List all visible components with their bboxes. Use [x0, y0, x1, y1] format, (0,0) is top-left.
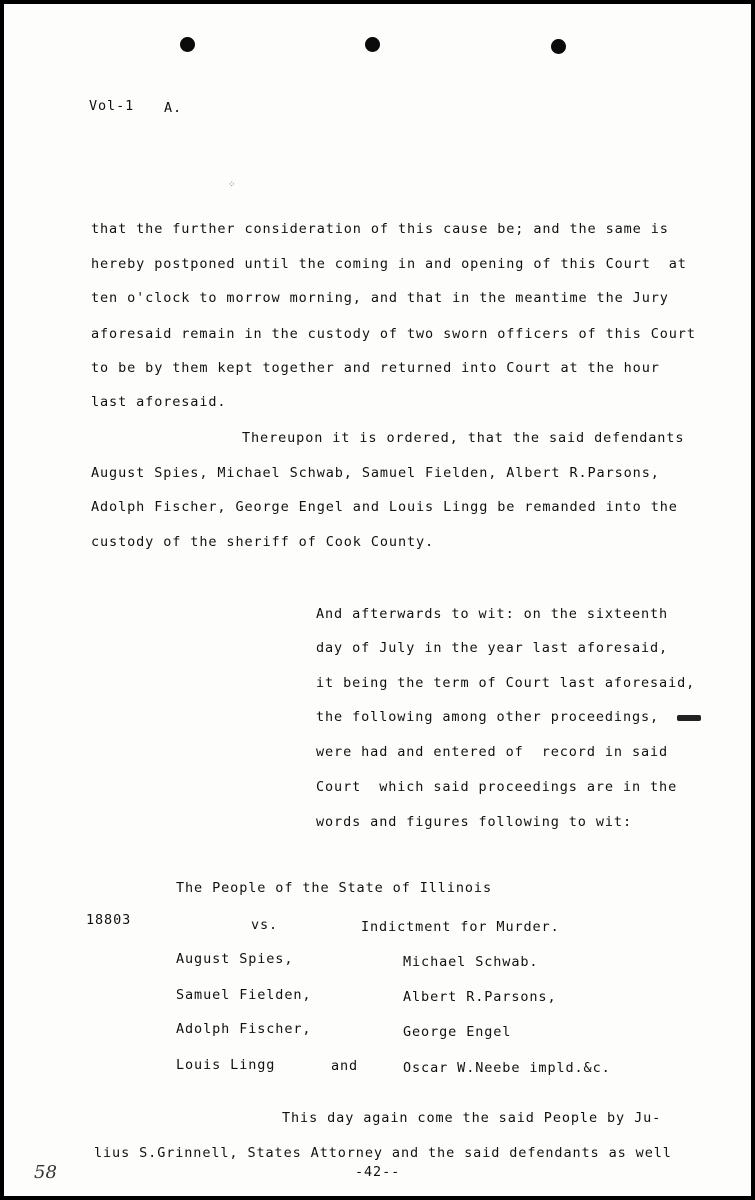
closing-line: lius S.Grinnell, States Attorney and the said defendants as well [94, 1145, 672, 1161]
handwritten-margin-note: 58 [34, 1162, 57, 1183]
indented-line: the following among other proceedings, [316, 709, 660, 725]
body-line: ten o'clock to morrow morning, and that in the meantime the Jury [91, 290, 669, 306]
caption-vs: vs. [251, 917, 279, 933]
caption-title: The People of the State of Illinois [176, 880, 492, 896]
closing-line: This day again come the said People by Ju- [282, 1110, 662, 1126]
punch-hole-left [180, 37, 195, 52]
case-number: 18803 [86, 912, 132, 928]
body-line: Adolph Fischer, George Engel and Louis Lingg be remanded into the [91, 499, 678, 515]
defendant-left: Adolph Fischer, [176, 1021, 312, 1037]
defendant-right: George Engel [403, 1024, 512, 1040]
punch-hole-center [365, 37, 380, 52]
volume-label: Vol-1 [89, 98, 135, 114]
indented-line: it being the term of Court last aforesaid, [316, 675, 696, 691]
body-line: hereby postponed until the coming in and opening of this Court at [91, 256, 687, 272]
defendant-left: August Spies, [176, 951, 294, 967]
body-line: Thereupon it is ordered, that the said defendants [242, 430, 685, 446]
body-line: August Spies, Michael Schwab, Samuel Fielden, Albert R.Parsons, [91, 465, 660, 481]
caption-charge: Indictment for Murder. [361, 919, 560, 935]
strikeout-mark [677, 715, 701, 721]
indented-line: Court which said proceedings are in the [316, 779, 678, 795]
document-page [4, 4, 751, 1196]
defendant-right: Albert R.Parsons, [403, 989, 557, 1005]
punch-hole-right [551, 39, 566, 54]
body-line: custody of the sheriff of Cook County. [91, 534, 435, 550]
body-line: to be by them kept together and returned into Court at the hour [91, 360, 660, 376]
page-number: -42-- [355, 1164, 401, 1180]
defendant-left: Louis Lingg [176, 1057, 276, 1073]
caption-and: and [331, 1058, 359, 1074]
speck-mark: ⁘ [228, 180, 236, 190]
defendant-right: Oscar W.Neebe impld.&c. [403, 1060, 611, 1076]
indented-line: words and figures following to wit: [316, 814, 632, 830]
section-label: A. [164, 100, 183, 116]
defendant-right: Michael Schwab. [403, 954, 539, 970]
indented-line: day of July in the year last aforesaid, [316, 640, 669, 656]
body-line: last aforesaid. [91, 394, 227, 410]
indented-line: were had and entered of record in said [316, 744, 669, 760]
defendant-left: Samuel Fielden, [176, 987, 312, 1003]
indented-line: And afterwards to wit: on the sixteenth [316, 606, 669, 622]
body-line: that the further consideration of this cause be; and the same is [91, 221, 669, 237]
body-line: aforesaid remain in the custody of two sworn officers of this Court [91, 326, 696, 342]
